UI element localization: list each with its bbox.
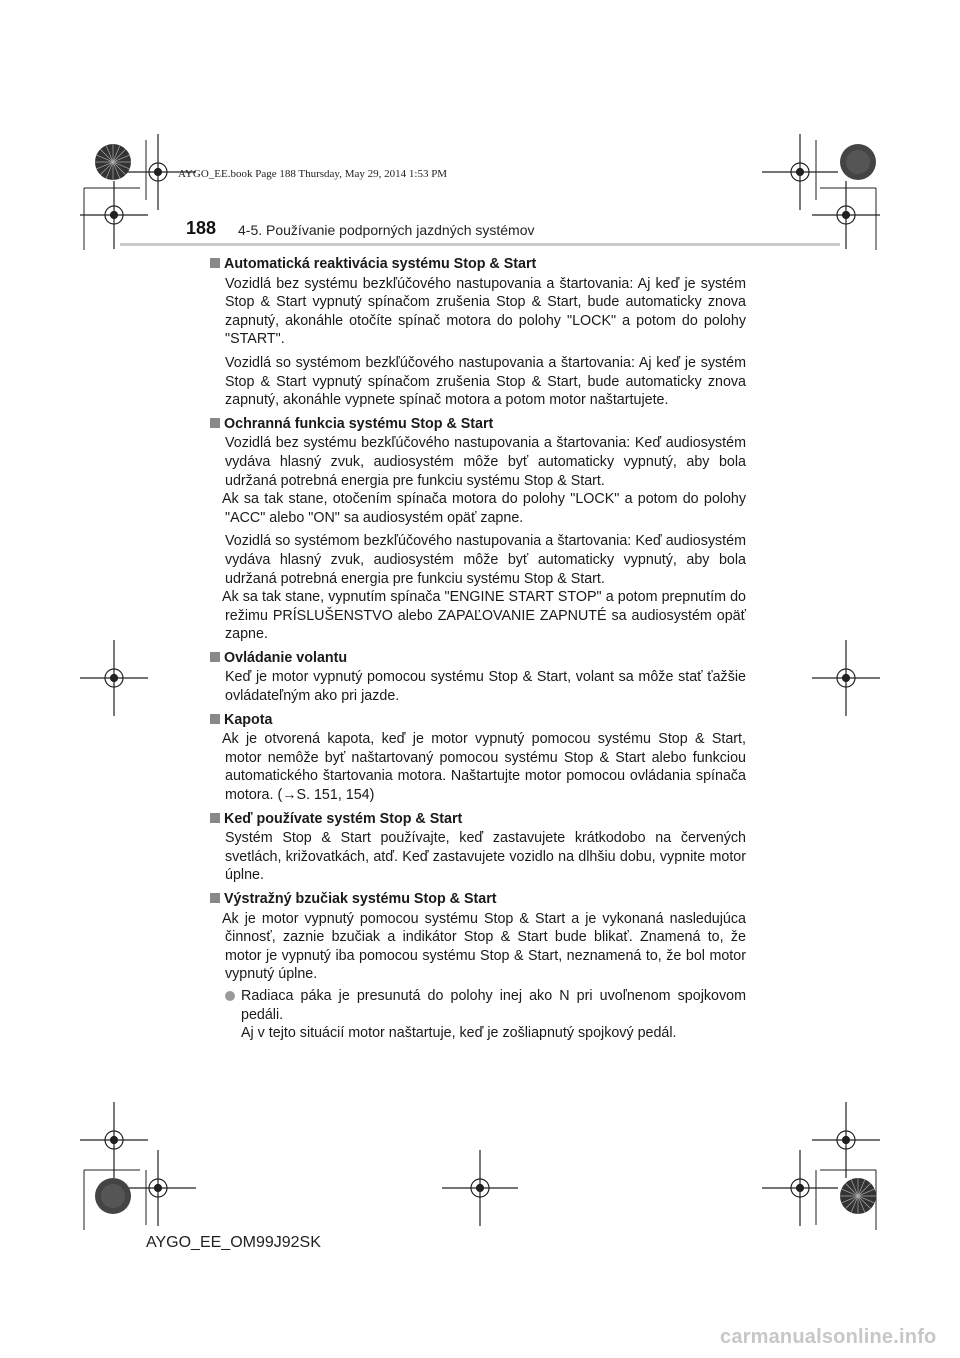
paragraph: Ak je otvorená kapota, keď je motor vypnutý pomocou systému Stop & Start, motor nemôže byť naštartovaný pomocou systému Stop & Start alebo funkciou automatického štartovania motora. Naštartujte motor pomocou ovládania spínača motora. (→S. 151, 154) [222,731,746,804]
section-title: Automatická reaktivácia systému Stop & Start [224,256,537,272]
section-auto-reactivation [210,255,746,410]
paragraph: Keď je motor vypnutý pomocou systému Stop & Start, volant sa môže stať ťažšie ovládateľným ako pri jazde. [225,669,746,705]
bullet-text: Radiaca páka je presunutá do polohy inej ako N pri uvoľnenom spojkovom pedáli. [241,987,746,1023]
section-protection-function [210,415,746,644]
section-using-stop-start [210,810,746,885]
page-number: 188 [186,218,217,238]
bullet-note: Aj v tejto situácií motor naštartuje, keď je zošliapnutý spojkový pedál. [241,1025,677,1042]
section-title: Ochranná funkcia systému Stop & Start [224,415,494,432]
header-rule [120,243,840,246]
square-bullet-icon [210,813,220,823]
paragraph: Vozidlá so systémom bezkľúčového nastupovania a štartovania: Keď audiosystém vydáva hlasný zvuk, audiosystém môže byť automaticky vypnutý, aby bola udržaná potrebná energia pre funkciu systému Stop & Start. [225,533,746,587]
section-title: Kapota [224,711,273,728]
list-item [225,987,746,1043]
paragraph: Ak sa tak stane, otočením spínača motora do polohy "LOCK" a potom do polohy "ACC" alebo "ON" sa audiosystém opäť zapne. [222,491,746,526]
square-bullet-icon [210,652,220,662]
paragraph: Ak je motor vypnutý pomocou systému Stop & Start a je vykonaná nasledujúca činnosť, zaznie bzučiak a indikátor Stop & Start bude blikať. Znamená to, že motor je vypnutý iba pomocou systému Stop & Start, neznamená to, že bol motor vypnutý úplne. [222,910,746,983]
section-hood [210,711,746,805]
square-bullet-icon [210,258,220,268]
paragraph: Vozidlá bez systému bezkľúčového nastupovania a štartovania: Aj keď je systém Stop & Start vypnutý spínačom zrušenia Stop & Start, bude automaticky znova zapnutý, akonáhle otočíte spínač motora do polohy "LOCK" a potom do polohy "START". [225,275,746,348]
print-stamp: AYGO_EE.book Page 188 Thursday, May 29, 2014 1:53 PM [178,168,448,180]
square-bullet-icon [210,714,220,724]
page-content [210,255,746,1047]
paragraph: Vozidlá bez systému bezkľúčového nastupovania a štartovania: Keď audiosystém vydáva hlasný zvuk, audiosystém môže byť automaticky vypnutý, aby bola udržaná potrebná energia pre funkciu systému Stop & Start. [225,435,746,489]
section-title: Výstražný bzučiak systému Stop & Start [224,891,497,907]
section-warning-buzzer [210,890,746,1043]
round-bullet-icon [225,991,235,1001]
paragraph: Ak sa tak stane, vypnutím spínača "ENGINE START STOP" a potom prepnutím do režimu PRÍSLUŠENSTVO alebo ZAPAĽOVANIE ZAPNUTÉ sa audiosystém opäť zapne. [222,589,746,643]
paragraph: Systém Stop & Start používajte, keď zastavujete krátkodobo na červených svetlách, križovatkách, atď. Keď zastavujete vozidlo na dlhšiu dobu, vypnite motor úplne. [225,830,746,884]
section-title: Ovládanie volantu [224,649,348,666]
section-title: Keď používate systém Stop & Start [224,810,463,827]
chapter-title: 4-5. Používanie podporných jazdných systémov [238,222,535,238]
section-steering [210,649,746,706]
square-bullet-icon [210,418,220,428]
document-code: AYGO_EE_OM99J92SK [146,1234,321,1251]
square-bullet-icon [210,893,220,903]
watermark: carmanualsonline.info [720,1326,937,1348]
paragraph: Vozidlá so systémom bezkľúčového nastupovania a štartovania: Aj keď je systém Stop & Start vypnutý spínačom zrušenia Stop & Start, bude automaticky znova zapnutý, akonáhle vypnete spínač motora a potom motor naštartujete. [225,354,746,409]
